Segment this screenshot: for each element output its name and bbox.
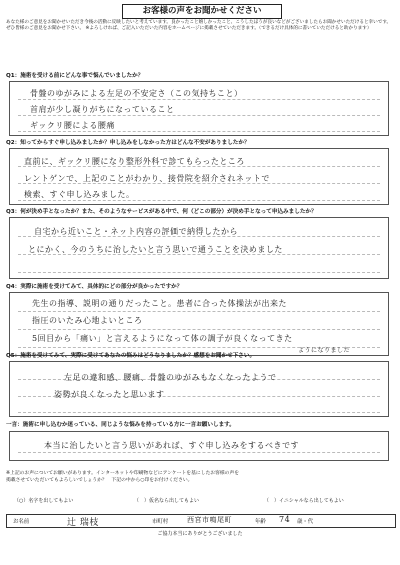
answer-4-line-2: 指圧のいたみ心地よいところ — [32, 316, 143, 325]
answer-box-6[interactable] — [9, 431, 389, 461]
question-3: Q3：何が決め手となったか？また、そのようなサービスがある中で、何（どこの部分）が決め手となって申込みましたか？ — [6, 209, 317, 215]
city-label: 市町村 — [152, 519, 169, 525]
age-value[interactable]: 74 — [279, 515, 291, 524]
thanks-text: ご協力本当にありがとうございました — [157, 531, 243, 537]
permission-options — [14, 497, 394, 505]
permission-note-1: ※上記のお声についてお願いがあります。インターネットや印刷物などにアンケートを基にしたお客様の声を — [6, 471, 240, 476]
answer-6-line-1: 本当に治したいと言う思いがあれば、すぐ申し込みをするべきです — [44, 441, 299, 450]
answer-1-line-1: 骨盤のゆがみによる左足の不安定さ（この気持ちこと） — [30, 89, 243, 98]
age-label: 年齢 — [255, 519, 266, 525]
answer-4-line-4: ようになりました — [298, 347, 351, 354]
option-alias[interactable]: （ ）仮名なら出してもよい — [134, 498, 200, 504]
option-initials[interactable]: （ ）イニシャルなら出してもよい — [264, 498, 344, 504]
question-1: Q1：施術を受ける前にどんな事で悩んでいましたか？ — [6, 73, 144, 79]
answer-4-line-3: 5回目から「痛い」と言えるようになって体の調子が良くなってきた — [32, 334, 293, 343]
answer-1-line-3: ギックリ腰による腰痛 — [30, 121, 115, 130]
question-6: 一言：施術に申し込むか迷っている、同じような悩みを持っている方に一言お願いします。 — [6, 422, 235, 428]
answer-2-line-1: 直前に、ギックリ腰になり整形外科で診てもらったところ — [24, 157, 245, 166]
intro-text: あなた様のご意見をお聞かせいただき今後の活動に反映したいと考えています。良かったこと嬉しかったこと、こうしたほうが良いなどがございましたらお聞かせいただけると幸いです。ぜひ皆様のご意見をお聞かせ下さい。 ※よろしければ、ご記入いただいた内容をホームページに掲載させていただきます。（できるだけ具体的に書いていただけると助かります） — [6, 20, 392, 31]
permission-note-2: 掲載させていただいてもよろしいでしょうか？ 下記の中から○印をお付けください。 — [6, 478, 193, 483]
name-value[interactable]: 辻 瑞枝 — [67, 518, 99, 528]
answer-2-line-3: 検索、すぐ申し込みました。 — [24, 190, 135, 199]
name-label: お名前 — [13, 519, 30, 525]
question-4: Q4：実際に施術を受けてみて、具体的にどの部分が良かったですか？ — [6, 284, 183, 290]
answer-box-5[interactable] — [9, 361, 389, 417]
signature-row — [6, 514, 396, 528]
answer-box-3[interactable] — [9, 217, 389, 279]
question-2: Q2：知ってからすぐ申し込みましたか？申し込みをしなかった方はどんな不安がありましたか？ — [6, 140, 250, 146]
answer-box-4[interactable] — [9, 292, 389, 356]
answer-5-line-1: 左足の違和感、腰痛、骨盤のゆがみもなくなったようで — [64, 373, 277, 382]
answer-2-line-2: レントゲンで、上記のことがわかり、接骨院を紹介されネットで — [24, 174, 270, 183]
question-5: Q5：施術を受けてみて、実際に受けてあなたの悩みはどうなりましたか？感想をお聞かせ下さい。 — [6, 353, 256, 359]
age-suffix: 歳・代 — [297, 519, 314, 525]
answer-box-1[interactable] — [9, 81, 389, 136]
page-title: お客様の声をお聞かせください — [122, 4, 282, 19]
answer-3-line-2: とにかく、今のうちに治したいと言う思いで通うことを決めました — [28, 245, 283, 254]
answer-1-line-2: 首肩が少し凝りがちになっていること — [30, 105, 175, 114]
answer-box-2[interactable] — [9, 148, 389, 205]
option-surname[interactable]: （○）名字を出してもよい — [14, 498, 74, 504]
city-value[interactable]: 西宮市鳴尾町 — [187, 516, 232, 524]
answer-3-line-1: 自宅から近いこと・ネット内容の評価で納得したから — [34, 227, 238, 236]
answer-4-line-1: 先生の指導、説明の通りだったこと。患者に合った体操法が出来た — [32, 299, 287, 308]
answer-5-line-2: 姿勢が良くなったと思います — [54, 390, 165, 399]
